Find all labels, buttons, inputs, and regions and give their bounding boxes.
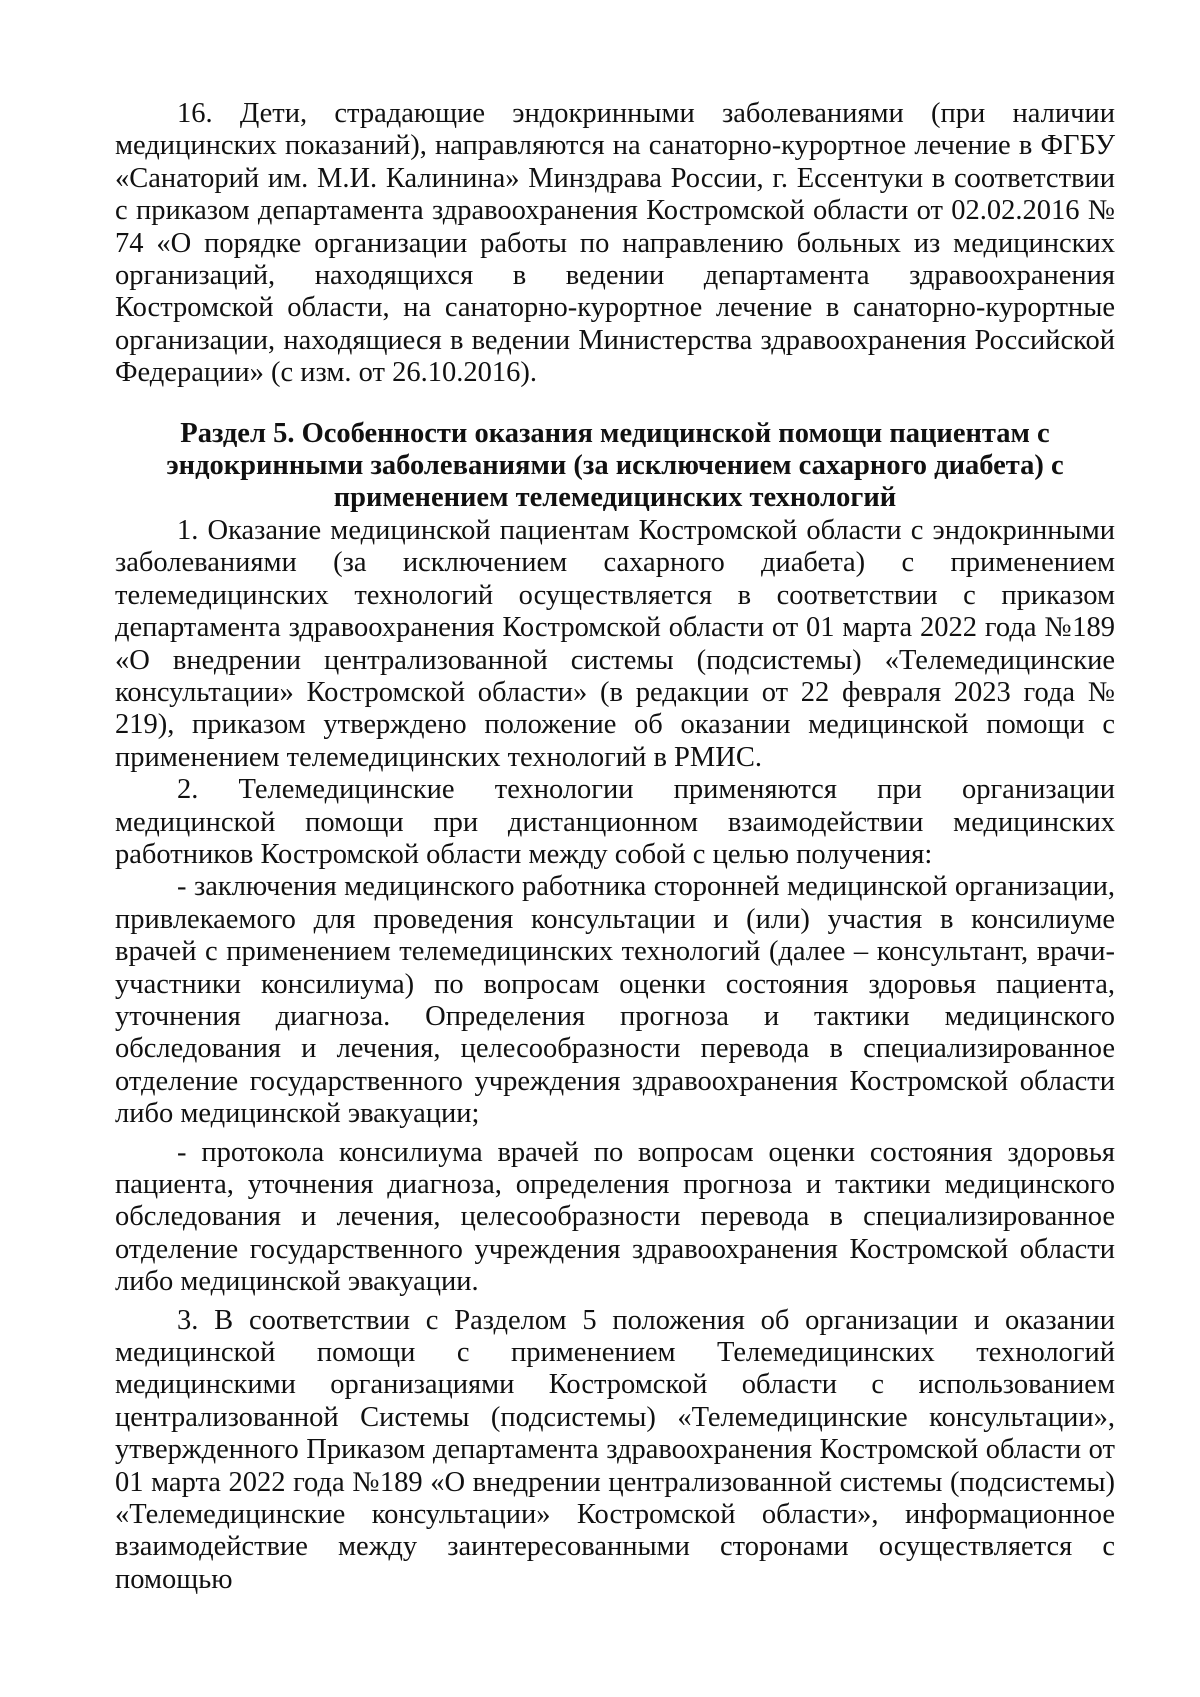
- paragraph-16: 16. Дети, страдающие эндокринными заболеваниями (при наличии медицинских показаний), направляются на санаторно-курортное лечение в ФГБУ «Санаторий им. М.И. Калинина» Минздрава России, г. Ессентуки в соответствии с приказом департамента здравоохранения Костромской области от 02.02.2016 № 74 «О порядке организации работы по направлению больных из медицинских организаций, находящихся в ведении департамента здравоохранения Костромской области, на санаторно-курортное лечение в санаторно-курортные организации, находящиеся в ведении Министерства здравоохранения Российской Федерации» (с изм. от 26.10.2016).: [115, 98, 1115, 389]
- paragraph-2: 2. Телемедицинские технологии применяются при организации медицинской помощи при дистанционном взаимодействии медицинских работников Костромской области между собой с целью получения:: [115, 774, 1115, 870]
- section-heading: Раздел 5. Особенности оказания медицинской помощи пациентам с эндокринными заболеваниями (за исключением сахарного диабета) с применением телемедицинских технологий: [166, 417, 1064, 514]
- paragraph-1: 1. Оказание медицинской пациентам Костромской области с эндокринными заболеваниями (за исключением сахарного диабета) с применением телемедицинских технологий осуществляется в соответствии с приказом департамента здравоохранения Костромской области от 01 марта 2022 года №189 «О внедрении централизованной системы (подсистемы) «Телемедицинские консультации» Костромской области» (в редакции от 22 февраля 2023 года № 219), приказом утверждено положение об оказании медицинской помощи с применением телемедицинских технологий в РМИС.: [115, 514, 1115, 773]
- document-page: [115, 98, 1115, 1596]
- list-item-conclusion: - заключения медицинского работника сторонней медицинской организации, привлекаемого для проведения консультации и (или) участия в консилиуме врачей с применением телемедицинских технологий (далее – консультант, врачи-участники консилиума) по вопросам оценки состояния здоровья пациента, уточнения диагноза. Определения прогноза и тактики медицинского обследования и лечения, целесообразности перевода в специализированное отделение государственного учреждения здравоохранения Костромской области либо медицинской эвакуации;: [115, 871, 1115, 1130]
- paragraph-3: 3. В соответствии с Разделом 5 положения об организации и оказании медицинской помощи с применением Телемедицинских технологий медицинскими организациями Костромской области с использованием централизованной Системы (подсистемы) «Телемедицинские консультации», утвержденного Приказом департамента здравоохранения Костромской области от 01 марта 2022 года №189 «О внедрении централизованной системы (подсистемы) «Телемедицинские консультации» Костромской области», информационное взаимодействие между заинтересованными сторонами осуществляется с помощью: [115, 1304, 1115, 1595]
- list-item-protocol: - протокола консилиума врачей по вопросам оценки состояния здоровья пациента, уточнения диагноза, определения прогноза и тактики медицинского обследования и лечения, целесообразности перевода в специализированное отделение государственного учреждения здравоохранения Костромской области либо медицинской эвакуации.: [115, 1136, 1115, 1298]
